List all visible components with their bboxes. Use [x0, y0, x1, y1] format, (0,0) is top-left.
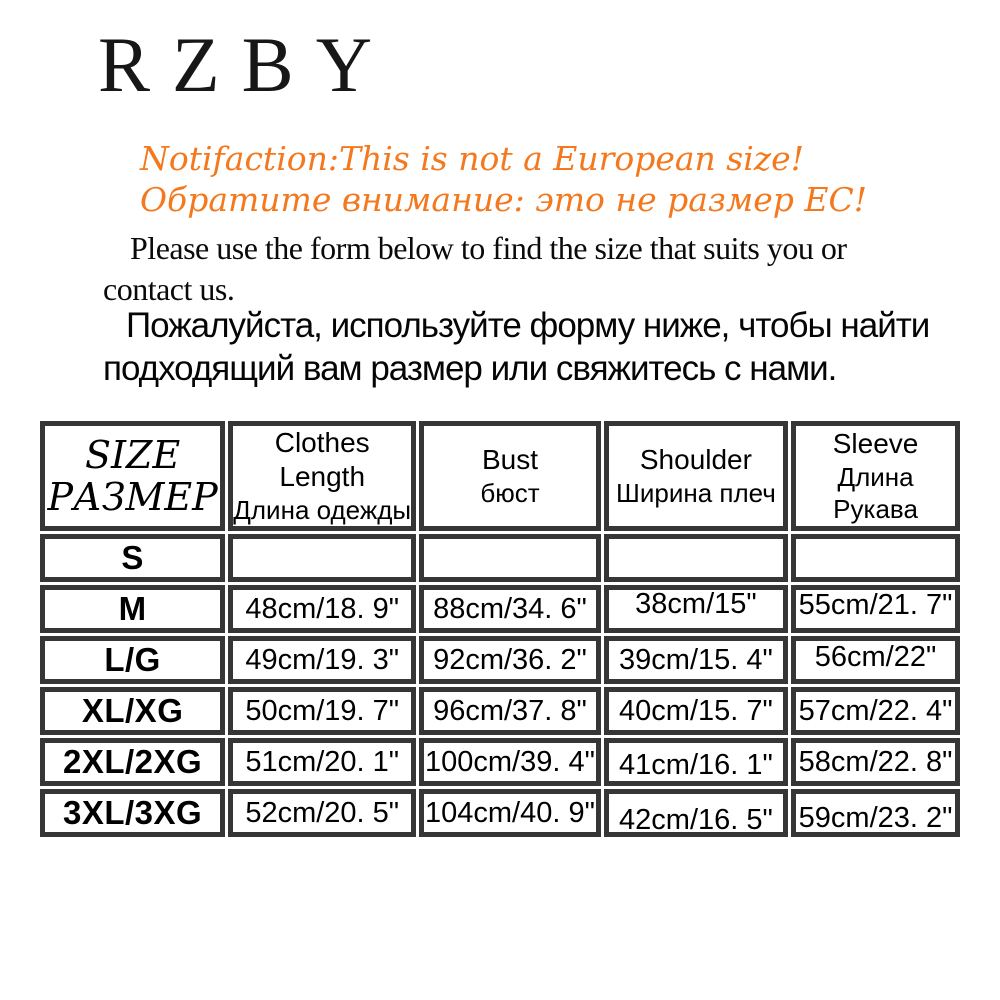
intro-russian-line-2: подходящий вам размер или свяжитесь с нами.: [103, 349, 837, 388]
cell-bust: [419, 636, 601, 684]
size-label-text: 2XL/2XG: [62, 743, 203, 780]
intro-english-line-1: Please use the form below to find the size that suits you or: [130, 230, 847, 266]
cell-clothes-length: [228, 738, 416, 786]
size-notice: [140, 138, 867, 220]
cell-bust: [419, 687, 601, 735]
header-row: [40, 421, 960, 531]
intro-russian-line-1: Пожалуйста, используйте форму ниже, чтобы найти: [126, 306, 930, 345]
cell-bust: [419, 534, 601, 582]
col-header-bust: [419, 421, 601, 531]
cell-size-label: [40, 585, 225, 633]
col-header-sleeve-ru: Длина Рукава: [833, 462, 918, 524]
bust-value: 104cm/40. 9": [425, 796, 595, 829]
cell-bust: [419, 789, 601, 837]
shoulder-value: 40cm/15. 7": [619, 694, 773, 727]
size-label-text: M: [118, 590, 147, 627]
col-header-size: [40, 421, 225, 531]
table-row-m: [40, 585, 960, 633]
cell-sleeve: [791, 687, 960, 735]
cell-sleeve: [791, 789, 960, 837]
bust-value: 92cm/36. 2": [433, 643, 587, 676]
shoulder-value: 41cm/16. 1": [619, 748, 773, 781]
col-header-shoulder-ru: Ширина плеч: [616, 478, 776, 508]
shoulder-value: 39cm/15. 4": [619, 643, 773, 676]
clothes-length-value: 52cm/20. 5": [245, 796, 400, 829]
intro-english: [103, 228, 847, 310]
col-header-clothes-length-en: Clothes Length: [274, 427, 370, 492]
cell-clothes-length: [228, 789, 416, 837]
clothes-length-value: 48cm/18. 9": [245, 592, 400, 625]
size-label-text: S: [121, 539, 144, 576]
shoulder-value: 38cm/15": [635, 587, 757, 620]
col-header-clothes-length-ru: Длина одежды: [233, 495, 412, 525]
bust-value: 96cm/37. 8": [433, 694, 587, 727]
col-header-sleeve: [791, 421, 960, 531]
sleeve-value: 57cm/22. 4": [798, 694, 953, 727]
col-header-bust-en: Bust: [481, 444, 538, 475]
table-row-3xl3xg: [40, 789, 960, 837]
col-header-size-en: SIZE: [85, 433, 181, 477]
bust-value: 88cm/34. 6": [433, 592, 587, 625]
cell-clothes-length: [228, 636, 416, 684]
cell-size-label: [40, 789, 225, 837]
intro-russian: [103, 304, 929, 390]
col-header-sleeve-en: Sleeve: [832, 428, 919, 459]
sleeve-value: 59cm/23. 2": [798, 801, 953, 834]
notice-line-russian: Обратите внимание: это не размер ЕС!: [140, 180, 867, 219]
sleeve-value: 55cm/21. 7": [798, 588, 953, 621]
cell-shoulder: [604, 789, 788, 837]
cell-bust: [419, 738, 601, 786]
cell-size-label: [40, 636, 225, 684]
size-label-text: L/G: [104, 641, 161, 678]
clothes-length-value: 49cm/19. 3": [245, 643, 400, 676]
clothes-length-value: 51cm/20. 1": [245, 745, 400, 778]
table-row-xlxg: [40, 687, 960, 735]
cell-sleeve: [791, 636, 960, 684]
col-header-size-ru: РАЗМЕР: [47, 475, 218, 519]
cell-shoulder: [604, 687, 788, 735]
col-header-shoulder: [604, 421, 788, 531]
cell-shoulder: [604, 738, 788, 786]
cell-bust: [419, 585, 601, 633]
intro-english-line-2: contact us.: [103, 271, 235, 307]
cell-sleeve: [791, 585, 960, 633]
table-row-2xl2xg: [40, 738, 960, 786]
cell-sleeve: [791, 534, 960, 582]
sleeve-value: 56cm/22": [814, 640, 937, 673]
col-header-shoulder-en: Shoulder: [639, 444, 752, 475]
col-header-clothes-length: [228, 421, 416, 531]
size-label-text: 3XL/3XG: [62, 794, 203, 831]
size-table: [37, 418, 963, 840]
cell-size-label: [40, 534, 225, 582]
notice-line-english: Notifaction:This is not a European size!: [140, 139, 804, 178]
cell-size-label: [40, 738, 225, 786]
bust-value: 100cm/39. 4": [425, 745, 595, 778]
table-row-s: [40, 534, 960, 582]
col-header-bust-ru: бюст: [480, 478, 540, 508]
cell-shoulder: [604, 534, 788, 582]
table-row-lg: [40, 636, 960, 684]
cell-size-label: [40, 687, 225, 735]
cell-shoulder: [604, 636, 788, 684]
size-label-text: XL/XG: [81, 692, 184, 729]
clothes-length-value: 50cm/19. 7": [245, 694, 400, 727]
cell-shoulder: [604, 585, 788, 633]
cell-clothes-length: [228, 534, 416, 582]
sleeve-value: 58cm/22. 8": [798, 745, 953, 778]
brand-logo: RZBY: [98, 21, 395, 108]
cell-clothes-length: [228, 687, 416, 735]
cell-clothes-length: [228, 585, 416, 633]
cell-sleeve: [791, 738, 960, 786]
shoulder-value: 42cm/16. 5": [619, 803, 773, 836]
